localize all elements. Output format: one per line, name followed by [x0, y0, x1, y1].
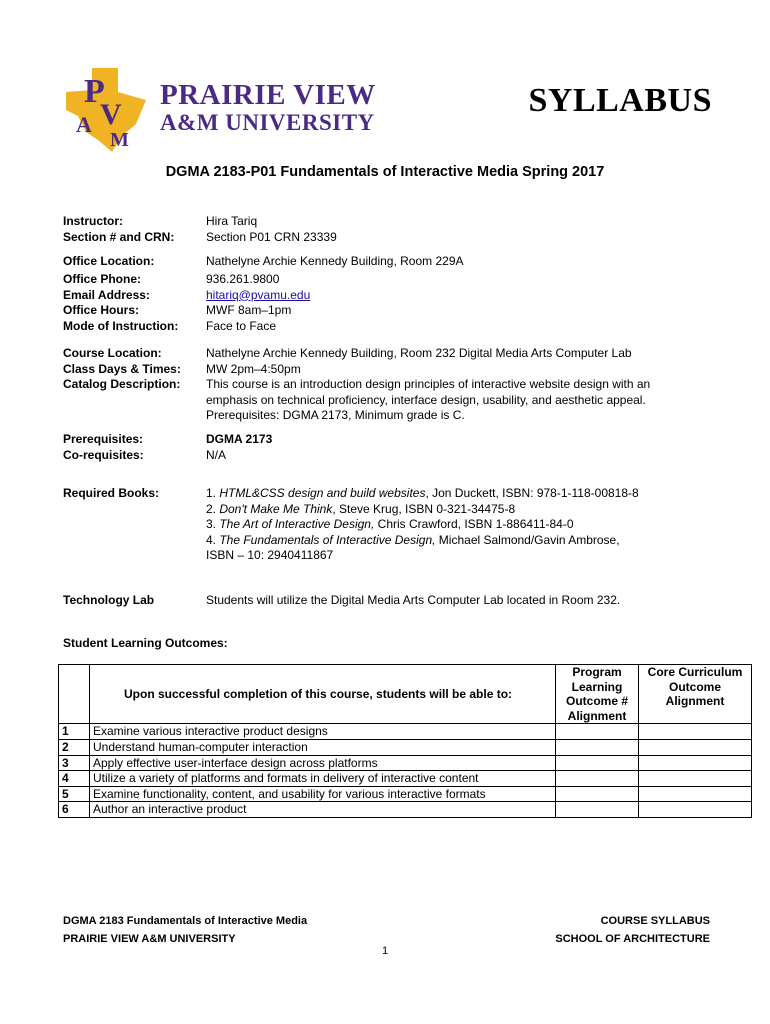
header-num-cell	[59, 665, 90, 724]
header-plo-cell: Program Learning Outcome # Alignment	[556, 665, 639, 724]
course-title: DGMA 2183-P01 Fundamentals of Interactive Media Spring 2017	[165, 164, 605, 180]
office-phone-value: 936.261.9800	[206, 272, 280, 286]
coreq-value: N/A	[206, 447, 227, 462]
row-core	[639, 739, 752, 755]
row-plo	[556, 755, 639, 771]
row-number: 5	[59, 786, 90, 802]
class-days-label: Class Days & Times:	[63, 361, 181, 376]
prereq-label: Prerequisites:	[63, 432, 144, 446]
row-core	[639, 802, 752, 818]
instructor-value: Hira Tariq	[206, 214, 258, 228]
requisites-block	[63, 432, 723, 463]
table-row	[59, 786, 752, 802]
row-plo	[556, 724, 639, 740]
catalog-line: Prerequisites: DGMA 2173, Minimum grade is C.	[206, 408, 465, 423]
row-core	[639, 786, 752, 802]
table-row	[59, 802, 752, 818]
office-location-label: Office Location:	[63, 254, 155, 268]
table-row	[59, 724, 752, 740]
section-value: Section P01 CRN 23339	[206, 229, 337, 244]
catalog-label: Catalog Description:	[63, 377, 181, 392]
row-core	[639, 771, 752, 787]
header-core-cell: Core Curriculum Outcome Alignment	[639, 665, 752, 724]
document-type-heading: SYLLABUS	[528, 82, 712, 119]
prereq-value: DGMA 2173	[206, 432, 273, 446]
header-desc-cell: Upon successful completion of this course, students will be able to:	[90, 665, 556, 724]
page-number: 1	[381, 945, 389, 957]
footer-doc-type: COURSE SYLLABUS	[600, 915, 710, 927]
row-outcome: Understand human-computer interaction	[90, 739, 556, 755]
row-number: 1	[59, 724, 90, 740]
row-plo	[556, 786, 639, 802]
technology-lab-block	[63, 593, 723, 609]
contact-block	[63, 272, 723, 334]
university-name-line1: PRAIRIE VIEW	[160, 79, 376, 111]
office-hours-value: MWF 8am–1pm	[206, 303, 292, 318]
footer-university: PRAIRIE VIEW A&M UNIVERSITY	[63, 933, 236, 945]
office-location-block	[63, 254, 723, 270]
footer-course-name: DGMA 2183 Fundamentals of Interactive Media	[63, 915, 308, 927]
email-label: Email Address:	[63, 287, 150, 302]
row-number: 3	[59, 755, 90, 771]
catalog-line: This course is an introduction design principles of interactive website design with an	[206, 377, 651, 392]
book-item: 2. Don't Make Me Think, Steve Krug, ISBN 0-321-34475-8	[206, 501, 516, 516]
row-number: 2	[59, 739, 90, 755]
svg-text:V: V	[100, 98, 122, 131]
books-list	[206, 486, 723, 564]
class-days-value: MW 2pm–4:50pm	[206, 361, 301, 376]
book-item-continued: ISBN – 10: 2940411867	[206, 548, 334, 563]
mode-value: Face to Face	[206, 318, 277, 333]
instructor-label: Instructor:	[63, 214, 123, 228]
books-label: Required Books:	[63, 486, 160, 500]
row-outcome: Author an interactive product	[90, 802, 556, 818]
mode-label: Mode of Instruction:	[63, 318, 179, 333]
row-outcome: Examine various interactive product designs	[90, 724, 556, 740]
book-item: 3. The Art of Interactive Design, Chris Crawford, ISBN 1-886411-84-0	[206, 517, 574, 532]
row-core	[639, 724, 752, 740]
office-phone-label: Office Phone:	[63, 272, 142, 286]
footer-school: SCHOOL OF ARCHITECTURE	[555, 933, 710, 945]
university-name	[160, 80, 376, 136]
footer-right	[555, 912, 710, 948]
learning-outcomes-table	[58, 664, 752, 818]
footer-left	[63, 912, 307, 948]
catalog-description	[206, 377, 723, 424]
section-label: Section # and CRN:	[63, 229, 175, 244]
university-name-line2: A&M UNIVERSITY	[160, 110, 375, 135]
row-plo	[556, 771, 639, 787]
office-hours-label: Office Hours:	[63, 303, 140, 318]
book-item: 4. The Fundamentals of Interactive Design, Michael Salmond/Gavin Ambrose,	[206, 532, 620, 547]
svg-text:M: M	[110, 129, 129, 151]
svg-text:P: P	[84, 73, 105, 110]
book-item: 1. HTML&CSS design and build websites, Jon Duckett, ISBN: 978-1-118-00818-8	[206, 486, 639, 500]
row-outcome: Utilize a variety of platforms and formats in delivery of interactive content	[90, 771, 556, 787]
row-number: 6	[59, 802, 90, 818]
required-books-block	[63, 486, 723, 564]
row-plo	[556, 802, 639, 818]
coreq-label: Co-requisites:	[63, 447, 144, 462]
course-location-value: Nathelyne Archie Kennedy Building, Room 232 Digital Media Arts Computer Lab	[206, 346, 632, 360]
course-location-block	[63, 346, 723, 424]
catalog-line: emphasis on technical proficiency, interface design, usability, and aesthetic appeal.	[206, 392, 646, 407]
row-core	[639, 755, 752, 771]
table-header-row	[59, 665, 752, 724]
instructor-block	[63, 214, 723, 245]
course-location-label: Course Location:	[63, 346, 162, 360]
row-number: 4	[59, 771, 90, 787]
office-location-value: Nathelyne Archie Kennedy Building, Room 229A	[206, 254, 464, 268]
pvamu-logo	[62, 62, 148, 154]
row-outcome: Apply effective user-interface design across platforms	[90, 755, 556, 771]
learning-outcomes-heading: Student Learning Outcomes:	[63, 636, 228, 650]
table-row	[59, 771, 752, 787]
svg-text:A: A	[76, 112, 92, 137]
email-link[interactable]: hitariq@pvamu.edu	[206, 287, 311, 302]
row-plo	[556, 739, 639, 755]
table-row	[59, 739, 752, 755]
row-outcome: Examine functionality, content, and usability for various interactive formats	[90, 786, 556, 802]
tech-lab-value: Students will utilize the Digital Media Arts Computer Lab located in Room 232.	[206, 593, 621, 607]
tech-lab-label: Technology Lab	[63, 593, 155, 607]
table-row	[59, 755, 752, 771]
